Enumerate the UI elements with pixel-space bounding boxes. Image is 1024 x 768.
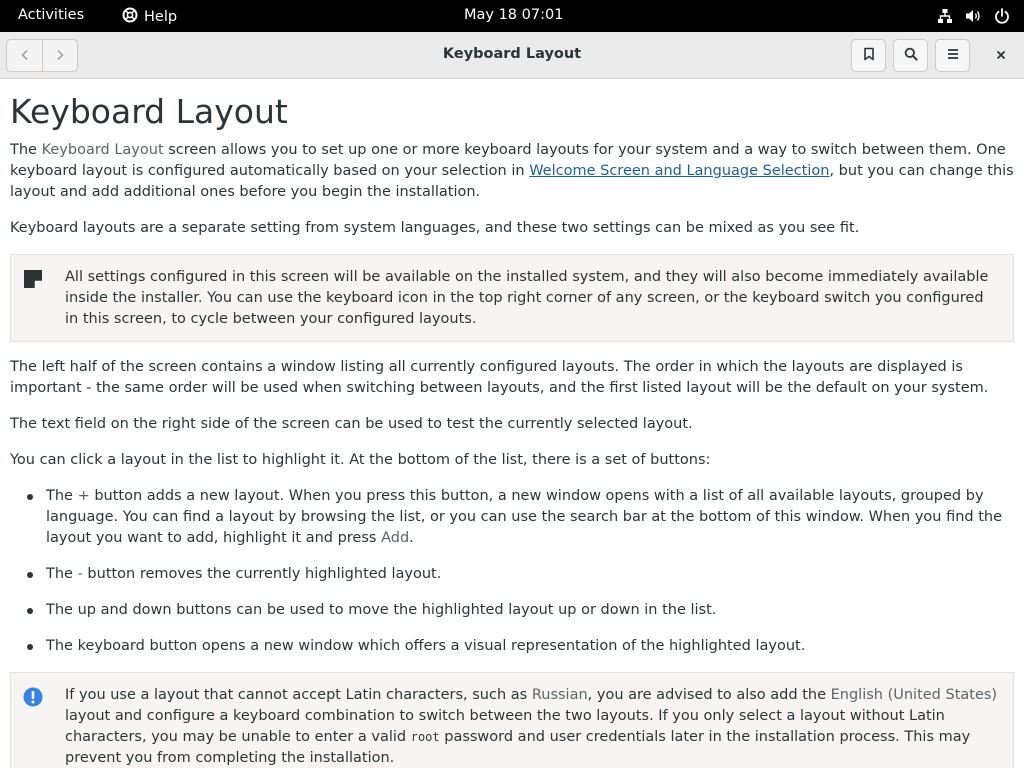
text-run: button removes the currently highlighted layout. [82,566,442,582]
gui-label-russian: Russian [531,687,588,703]
close-button[interactable] [984,39,1017,72]
gui-label-minus: - [77,566,83,582]
bookmark-icon [862,46,876,65]
go-back-icon [19,46,31,65]
menu-button[interactable] [935,39,970,72]
power-icon[interactable] [994,8,1010,24]
text-run: The [46,488,78,504]
help-lifebuoy-icon [122,7,138,27]
close-icon [995,46,1007,65]
text-run: The [10,142,42,158]
text-run: If you use a layout that cannot accept Latin characters, such as [65,687,532,703]
clock[interactable]: May 18 07:01 [464,7,564,23]
go-forward-icon [54,46,66,65]
list-item [10,600,1014,621]
app-menu-label: Help [144,9,178,25]
gui-label-plus: + [77,488,90,504]
header-bar [0,32,1024,79]
bullet [27,494,33,500]
volume-icon[interactable] [965,8,982,24]
list-item [10,636,1014,657]
important-icon [23,687,43,714]
bookmark-button[interactable] [851,39,886,72]
gui-label-add: Add [381,530,410,546]
text-run: The keyboard button opens a new window which offers a visual representation of the highlighted layout. [46,638,806,654]
text-run: , you are advised to also add the [587,687,831,703]
activities-button[interactable]: Activities [18,7,85,23]
code-root: root [410,730,440,744]
link-welcome-screen[interactable]: Welcome Screen and Language Selection [529,163,830,179]
hamburger-menu-icon [946,46,960,65]
app-menu-help[interactable] [122,7,177,27]
important-box [10,672,1014,768]
text-run: The up and down buttons can be used to move the highlighted layout up or down in the list. [46,602,717,618]
back-button[interactable] [7,40,42,71]
text-run: screen allows you to set up one or more keyboard layouts for your system and a way to switch between them. One keyboard layout is configured automatically based on your selection in [10,142,1006,179]
note-box [10,254,1014,342]
buttons-list [10,486,1014,657]
list-item [10,486,1014,549]
forward-button[interactable] [42,40,77,71]
intro-paragraph [10,140,1014,203]
navigation-buttons [6,39,78,72]
bullet [27,572,33,578]
text-run: layout and configure a keyboard combination to switch between the two layouts. If you only select a layout without Latin characters, you may be unable to enter a valid [65,708,945,745]
note-icon [23,269,43,296]
buttons-intro-paragraph: You can click a layout in the list to highlight it. At the bottom of the list, there is a set of buttons: [10,452,711,468]
top-bar [0,0,1024,32]
page-title: Keyboard Layout [10,92,288,131]
gui-label-keyboard-layout: Keyboard Layout [41,142,164,158]
text-run: button adds a new layout. When you press this button, a new window opens with a list of all available layouts, grouped by language. You can find a layout by browsing the list, or you can use the search bar at the bottom of this window. When you find the layout you want to add, highlight it and press [46,488,1003,546]
text-run: password and user credentials later in the installation process. This may prevent you from completing the installation. [65,729,971,766]
text-run: . [409,530,414,546]
search-button[interactable] [893,39,928,72]
text-run: , but you can change this layout and add additional ones before you begin the installation. [10,163,1014,200]
window-title: Keyboard Layout [442,46,582,62]
text-run: The [46,566,78,582]
layouts-vs-languages-paragraph: Keyboard layouts are a separate setting from system languages, and these two settings can be mixed as you see fit. [10,220,860,236]
list-description-paragraph: The left half of the screen contains a window listing all currently configured layouts. The order in which the layouts are displayed is important - the same order will be used when switching between layouts, and the first listed layout will be the default on your system. [10,359,989,396]
gui-label-english-us: English (United States) [830,687,998,703]
search-icon [904,46,918,65]
bullet [27,608,33,614]
list-item [10,564,1014,585]
bullet [27,644,33,650]
network-wired-icon[interactable] [937,8,953,24]
note-text: All settings configured in this screen will be available on the installed system, and they will also become immediately available inside the installer. You can use the keyboard icon in the top right corner of any screen, or the keyboard switch you configured in this screen, to cycle between your configured layouts. [65,269,989,327]
help-page-content[interactable] [10,79,1014,768]
system-tray[interactable] [937,8,1010,24]
test-field-paragraph: The text field on the right side of the screen can be used to test the currently selected layout. [10,416,693,432]
